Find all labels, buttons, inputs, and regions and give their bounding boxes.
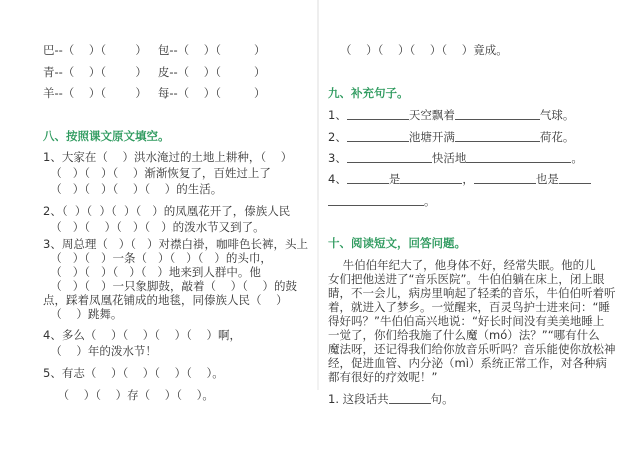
sentence-4-cont: [328, 194, 436, 208]
question-text: 句。: [430, 392, 454, 406]
sentence-2: [328, 130, 574, 144]
word-row: 巴--（ ）（ ） 包--（ ）（ ）: [43, 43, 266, 57]
blank-line[interactable]: [455, 111, 540, 120]
word-row: 羊--（ ）（ ） 每--（ ）（ ）: [43, 86, 266, 100]
text: 池塘开满: [408, 130, 455, 144]
text-line: （ ）（ ）（ ）渐渐恢复了，百姓过上了: [43, 166, 271, 180]
text-line: 2、（ ）（ ）（ ）（ ）的凤凰花开了，傣族人民: [43, 204, 291, 218]
text-line: （ ）跳舞。: [43, 307, 123, 321]
blank-line[interactable]: [328, 197, 424, 206]
text: 也是: [535, 172, 559, 186]
sentence-3: [328, 151, 583, 165]
text-line: 5、有志（ ）（ ）（ ）（ ）。: [43, 366, 224, 380]
text-line: （ ）（ ）（ ）（ ）竟成。: [340, 43, 508, 57]
paragraph-line: 女们把他送进了“音乐医院”。牛伯伯躺在床上，闭上眼: [328, 272, 605, 286]
text: 气球。: [539, 108, 575, 122]
blank-line[interactable]: [347, 175, 389, 184]
paragraph-line: 一觉了，你们给我施了什么魔（mó）法？”“哪有什么: [328, 328, 600, 342]
blank-line[interactable]: [474, 175, 536, 184]
blank-line[interactable]: [455, 133, 540, 142]
text: 是: [388, 172, 401, 186]
paragraph-line: 都有很好的疗效呢！”: [328, 370, 438, 384]
text: 。: [571, 151, 583, 165]
question-text: 1. 这段话共: [328, 392, 389, 406]
text: ，: [462, 172, 474, 186]
text-line: （ ）（ ）存（ ）（ ）。: [43, 388, 214, 402]
question-1-line: [328, 392, 454, 406]
text-line: （ ）年的泼水节！: [43, 344, 157, 358]
item-number: 1、: [328, 108, 347, 122]
text-line: （ ）（ ）一只象脚鼓，敲着（ ）（ ）的鼓: [43, 279, 297, 293]
word-row: 青--（ ）（ ） 皮--（ ）（ ）: [43, 65, 266, 79]
blank-line[interactable]: [347, 154, 432, 163]
item-number: 2、: [328, 130, 347, 144]
item-number: 3、: [328, 151, 347, 165]
text-line: 点，踩着凤凰花铺成的地毯，同傣族人民（ ）: [43, 293, 288, 307]
text: 荷花。: [539, 130, 575, 144]
text: 。: [424, 194, 436, 208]
section-8-title: 八、按照课文原文填空。: [43, 129, 170, 143]
paragraph-line: 牛伯伯年纪大了，他身体不好，经常失眠。他的儿: [328, 258, 596, 272]
paragraph-line: 魔法呀，还记得我们给你放音乐听吗？音乐能使你放松神: [328, 342, 616, 356]
paragraph-line: 经，促进血管、内分泌（mì）系统正常工作，对各种病: [328, 356, 607, 370]
text: 快活地: [431, 151, 467, 165]
text-line: 3、周总理（ ）（ ）对襟白褂，咖啡色长裤，头上: [43, 237, 308, 251]
item-number: 4、: [328, 172, 347, 186]
section-9-title: 九、补充句子。: [328, 86, 409, 100]
paragraph-line: 着，就进入了梦乡。一觉醒来，百灵鸟护士进来问：“睡: [328, 300, 610, 314]
text-line: （ ）（ ）（ ）（ ）的泼水节又到了。: [43, 220, 265, 234]
paragraph-line: 睛，不一会儿，病房里响起了轻柔的音乐，牛伯伯听着听: [328, 286, 616, 300]
column-divider: [317, 200, 319, 390]
paragraph-line: 得好吗？”牛伯伯高兴地说：“好长时间没有美美地睡上: [328, 314, 605, 328]
answer-blank[interactable]: [389, 395, 431, 404]
text: 天空飘着: [408, 108, 455, 122]
column-divider: [317, 0, 319, 200]
sentence-1: [328, 108, 574, 122]
blank-line[interactable]: [347, 133, 409, 142]
text-line: 1、大家在（ ）洪水淹过的土地上耕种，（ ）: [43, 150, 293, 164]
text-line: （ ）（ ）（ ）（ ）的生活。: [43, 182, 223, 196]
text-line: （ ）（ ）一条（ ）（ ）（ ）的头巾，: [43, 251, 272, 265]
blank-line[interactable]: [466, 154, 571, 163]
blank-line[interactable]: [347, 111, 409, 120]
section-10-title: 十、阅读短文，回答问题。: [328, 236, 466, 250]
blank-line[interactable]: [400, 175, 462, 184]
sentence-4: [328, 172, 591, 186]
text-line: 4、多么（ ）（ ）（ ）（ ）啊，: [43, 328, 242, 342]
blank-line[interactable]: [559, 175, 591, 184]
text-line: （ ）（ ）（ ）（ ）地来到人群中。他: [43, 265, 261, 279]
